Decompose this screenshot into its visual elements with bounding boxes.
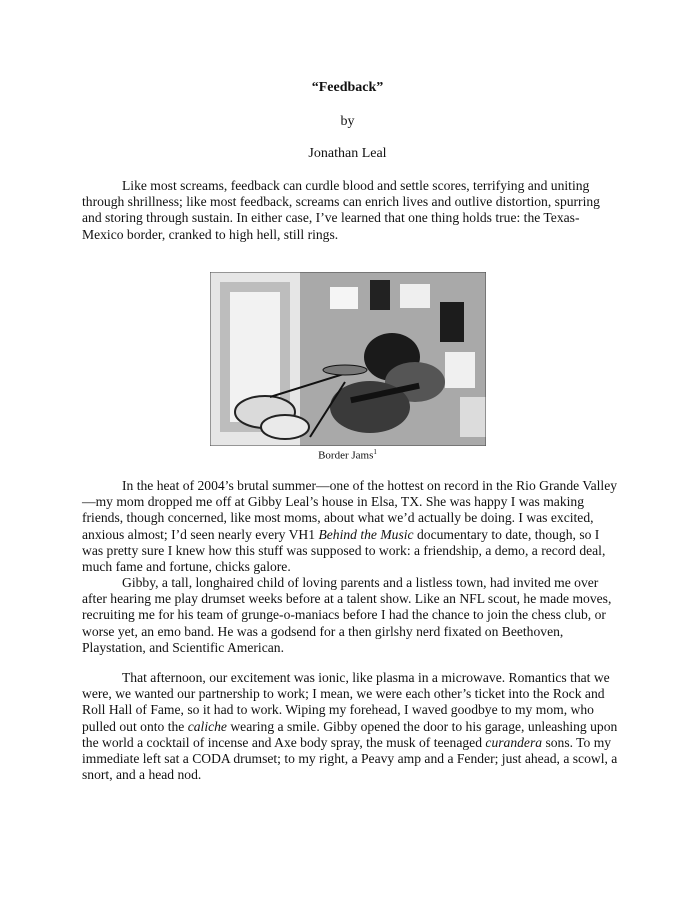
- figure-caption: [0, 448, 695, 462]
- paragraph-2-text-a: In the heat of 2004’s brutal summer—one of the hottest on record in the Rio Grande Valley—my mom dropped me off at Gibby Leal’s house in Elsa, TX. She was happy I was making friends, though concerned, like most moms, about what we’d actually be doing. I was excited, anxious almost; I’d seen nearly every VH1: [82, 478, 618, 542]
- paragraph-2-text-b: documentary to date, though, so I was pretty sure I knew how this stuff was supposed to work: a friendship, a demo, a record deal, much fame and fortune, chicks galore.: [82, 526, 606, 575]
- paragraph-4-text-c: sons. To my immediate left sat a CODA drumset; to my right, a Peavy amp and a Fender; just ahead, a scowl, a snort, and a head nod.: [82, 734, 618, 783]
- paragraph-3: [82, 575, 618, 656]
- border-jams-photo: [210, 272, 486, 446]
- paragraph-4-italic-b: curandera: [485, 734, 543, 750]
- paragraph-4-text-b: wearing a smile. Gibby opened the door to his garage, unleashing upon the world a cocktail of incense and Axe body spray, the musk of teenaged: [82, 718, 618, 750]
- paragraph-4-text-a: That afternoon, our excitement was ionic, like plasma in a microwave. Romantics that we were, we wanted our partnership to work; I mean, we were each other’s ticket into the Rock and Roll Hall of Fame, so it had to work. Wiping my forehead, I waved goodbye to my mom, who pulled out onto the: [82, 670, 610, 734]
- caption-text: Border Jams: [318, 449, 374, 462]
- byline: by: [340, 114, 355, 129]
- paragraph-4-italic-a: caliche: [187, 718, 227, 734]
- paragraph-1: [82, 178, 618, 243]
- footnote-mark: 1: [373, 448, 377, 456]
- author-name: Jonathan Leal: [308, 146, 387, 161]
- paragraph-1-text: Like most screams, feedback can curdle blood and settle scores, terrifying and uniting through shrillness; like most feedback, screams can enrich lives and outlive distortion, spurring and storing through sustain. In either case, I’ve learned that one thing holds true: the Texas-Mexico border, cranked to high hell, still rings.: [82, 178, 600, 242]
- paragraph-2-italic: Behind the Music: [318, 526, 414, 542]
- paragraph-3-text: Gibby, a tall, longhaired child of loving parents and a listless town, had invited me over after hearing me play drumset weeks before at a talent show. Like an NFL scout, he made moves, recruiting me for his team of grunge-o-maniacs before I had the chance to join the chess club, or worse yet, an emo band. He was a godsend for a then girlshy nerd fixated on Beethoven, Playstation, and Scientific American.: [82, 575, 612, 655]
- document-title: “Feedback”: [311, 80, 384, 95]
- paragraph-4: [82, 670, 618, 783]
- paragraph-2: [82, 478, 618, 575]
- photo-image: [210, 272, 486, 446]
